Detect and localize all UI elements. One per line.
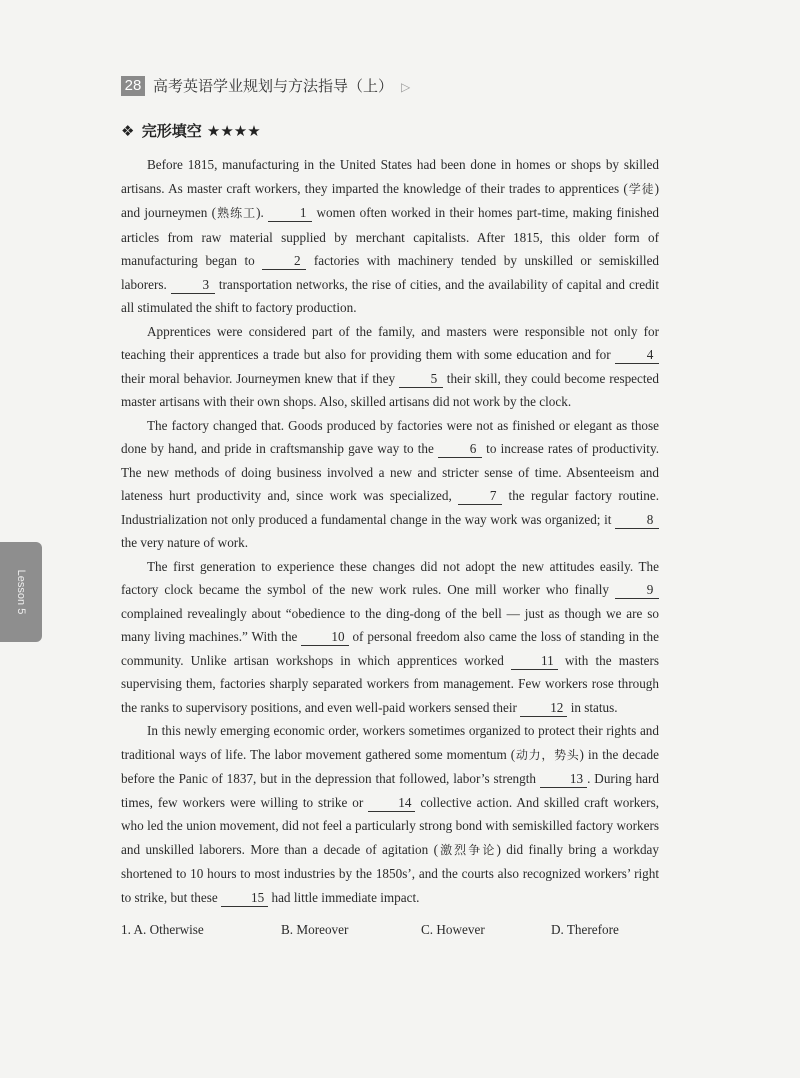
text-run: The first generation to experience these changes did not adopt the new attitudes easily. The factory clock became the symbol of the new work rules. One mill worker who finally xyxy=(121,558,659,597)
blank-1[interactable]: 1 xyxy=(268,204,312,222)
text-run: Apprentices were considered part of the family, and masters were responsible not only for teaching their apprentices a trade but also for providing them with some education and for xyxy=(121,323,659,362)
chinese-gloss: 激烈争论 xyxy=(437,842,497,857)
text-run: the regular factory routine. Industrialization not only produced a fundamental change in the way work was organized; it xyxy=(121,488,660,527)
paragraph-3 xyxy=(121,414,659,555)
page-number: 28 xyxy=(121,76,145,96)
text-run: with the masters supervising them, factories sharply separated workers from management. Few workers rose through the ranks to supervisory positions, and even well-paid workers sensed their xyxy=(121,652,660,715)
chapter-title xyxy=(153,74,410,99)
chapter-title-text: 高考英语学业规划与方法指导（上） xyxy=(153,77,394,95)
paragraph-4 xyxy=(121,555,659,720)
text-run: to increase rates of productivity. The new methods of doing business involved a new and stricter sense of time. Absenteeism and lateness hurt productivity and, since work was specialized, xyxy=(121,441,660,503)
blank-6[interactable]: 6 xyxy=(438,440,482,458)
text-run: their moral behavior. Journeymen knew that if they xyxy=(121,370,396,386)
text-run: had little immediate impact. xyxy=(271,889,420,905)
paragraph-5 xyxy=(121,719,659,909)
blank-3[interactable]: 3 xyxy=(171,276,215,294)
blank-12[interactable]: 12 xyxy=(520,699,567,717)
paragraph-2 xyxy=(121,320,659,414)
blank-15[interactable]: 15 xyxy=(221,889,268,907)
play-arrow-icon: ▷ xyxy=(401,80,411,94)
text-run: the very nature of work. xyxy=(121,535,249,550)
blank-8[interactable]: 8 xyxy=(615,511,659,529)
text-run: their skill, they could become respected master artisans with their own shops. Also, skilled artisans did not work by the clock. xyxy=(121,370,659,409)
text-run: transportation networks, the rise of cities, and the availability of capital and credit all stimulated the shift to factory production. xyxy=(121,276,659,315)
blank-9[interactable]: 9 xyxy=(615,581,659,599)
text-run: women often worked in their homes part-time, making finished articles from raw material supplied by merchant capitalists. After 1815, this older form of manufacturing began to xyxy=(121,205,660,268)
text-run: factories with machinery tended by unskilled or semiskilled laborers. xyxy=(121,253,660,292)
section-title-text: 完形填空 ★★★★ xyxy=(141,122,261,140)
text-run: ) in the decade before the Panic of 1837, but in the depression that followed, labor’s strength xyxy=(121,746,659,786)
blank-4[interactable]: 4 xyxy=(615,346,659,364)
blank-14[interactable]: 14 xyxy=(368,794,415,812)
blank-5[interactable]: 5 xyxy=(399,370,443,388)
text-run: collective action. And skilled craft workers, who led the union movement, did not feel a particularly strong bond with semiskilled factory workers and unskilled laborers. More than a decade of agitation ( xyxy=(121,794,659,857)
blank-13[interactable]: 13 xyxy=(540,770,587,788)
chinese-gloss: 熟练工 xyxy=(216,206,257,220)
text-run: in status. xyxy=(570,699,618,715)
option-d[interactable]: D. Therefore xyxy=(551,922,619,937)
chinese-gloss: 学徒 xyxy=(627,181,655,196)
blank-10[interactable]: 10 xyxy=(301,628,348,646)
option-b[interactable]: B. Moreover xyxy=(281,922,349,937)
text-run: ). xyxy=(256,205,264,220)
text-run: ) and journeymen ( xyxy=(121,180,659,220)
text-run: complained revealingly about “obedience to the ding-dong of the bell — just as though we are so many living machines.” With the xyxy=(121,605,659,644)
blank-2[interactable]: 2 xyxy=(262,252,306,270)
diamond-bullet-icon: ❖ xyxy=(121,122,135,140)
text-run: The factory changed that. Goods produced by factories were not as finished or elegant as those done by hand, and pride in craftsmanship gave way to the xyxy=(121,417,659,456)
answer-options-1 xyxy=(121,919,641,941)
text-run: ) did finally bring a workday shortened to 10 hours to most industries by the 1850s’, and the courts also recognized workers’ right to strike, but these xyxy=(121,841,659,905)
option-a[interactable]: 1. A. Otherwise xyxy=(121,922,204,937)
text-run: Before 1815, manufacturing in the United States had been done in homes or shops by skilled artisans. As master craft workers, they imparted the knowledge of their trades to apprentices ( xyxy=(121,157,659,196)
chinese-gloss: 动力，势头 xyxy=(515,747,580,762)
paragraph-1 xyxy=(121,153,659,320)
cloze-passage xyxy=(121,153,659,909)
text-run: . During hard times, few workers were willing to strike or xyxy=(121,771,660,810)
blank-7[interactable]: 7 xyxy=(458,487,502,505)
text-run: In this newly emerging economic order, workers sometimes organized to protect their rights and traditional ways of life. The labor movement gathered some momentum ( xyxy=(121,723,659,762)
lesson-side-tab-label: Lesson 5 xyxy=(15,569,27,615)
blank-11[interactable]: 11 xyxy=(511,652,558,670)
option-c[interactable]: C. However xyxy=(421,922,485,937)
text-run: of personal freedom also came the loss of standing in the community. Unlike artisan workshops in which apprentices worked xyxy=(121,629,659,668)
section-title xyxy=(121,120,261,142)
lesson-side-tab xyxy=(0,542,42,642)
